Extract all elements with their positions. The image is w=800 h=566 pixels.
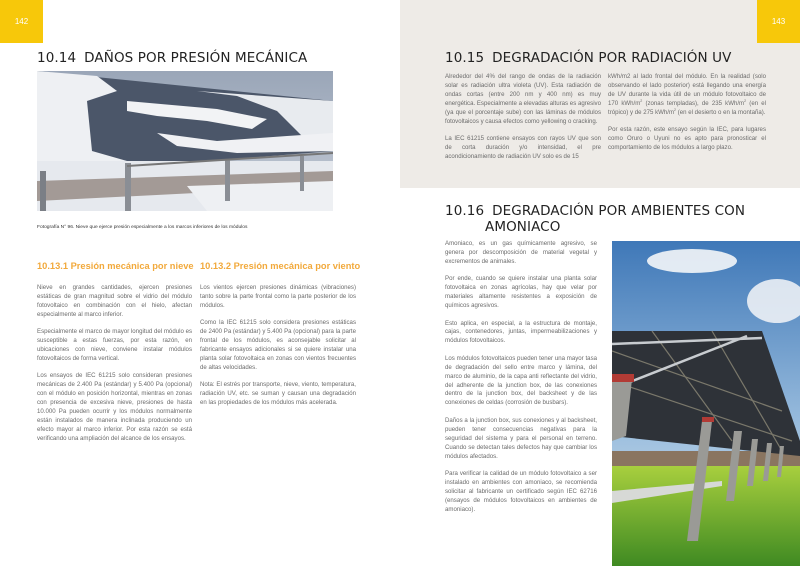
subsection-title-wind: 10.13.2 Presión mecánica por viento [200,261,361,271]
page-number-right: 143 [757,0,800,43]
paragraph: Para verificar la calidad de un módulo fotovoltaico a ser instalado en ambientes con amoniaco, se recomienda solicitar al fabricante un certificado según IEC 62716 (ensayos de módulos fotovoltaicos en ambientes de amoniaco). [445,470,597,513]
section-number: 10.16 [445,203,485,219]
paragraph: Esto aplica, en especial, a la estructura de montaje, cajas, contenedores, juntas, impermeabilizaciones y módulos fotovoltaicos. [445,319,597,345]
paragraph: Daños a la junction box, sus conexiones y al backsheet, pueden tener consecuencias negativas para la seguridad del sistema y para el personal en terreno. Cuando se detectan tales defectos hay que cambiar los módulos afectados. [445,416,597,460]
section-title-line1: DEGRADACIÓN POR AMBIENTES CON [492,203,746,219]
section-title-text: DEGRADACIÓN POR RADIACIÓN UV [492,50,732,66]
section-number: 10.14 [37,50,77,66]
wind-column [200,284,356,408]
ammonia-column [445,240,597,515]
paragraph: Como la IEC 61215 solo considera presiones estáticas de 2400 Pa (estándar) y 5.400 Pa (opcional) para la parte frontal de los módulos, es aconsejable solicitar al fabricante ensayos adicionales si se quiere instalar una planta solar fotovoltaica en zonas con vientos frecuentes de altas velocidades. [200,319,356,371]
section-title-text: DAÑOS POR PRESIÓN MECÁNICA [84,50,308,66]
paragraph: Alrededor del 4% del rango de ondas de la radiación solar es radiación ultra violeta (UV). Esta radiación de ondas cortas (entre 200 nm y 400 nm) es muy energética. Especialmente a elevadas alturas es agresivo (ya que el porcentaje sube) con las láminas de módulos fotovoltaicos y causa efectos como yellowing o cracking. [445,73,601,125]
paragraph: Por esta razón, este ensayo según la IEC, para lugares como Oruro o Uyuni no es apto para pronosticar el comportamiento de los módulos a largo plazo. [608,126,766,151]
section-title-10-16 [445,203,745,235]
photo-caption: Fotografía N° 96. Nieve que ejerce presión especialmente a los marcos inferiores de los módulos [37,225,248,230]
paragraph: Amoniaco, es un gas químicamente agresivo, se genera por descomposición de material vegetal y excrementos de animales. [445,240,597,265]
paragraph: Los módulos fotovoltaicos pueden tener una mayor tasa de degradación del sello entre marco y lámina, del marco de aluminio, de la capa anti reflectante del vidrio, del adherente de la junction box, de las conexiones dentro de la junction box, del backsheet y de las conexiones de celdas (corrosión de busbars). [445,354,597,407]
paragraph: Los ensayos de IEC 61215 solo consideran presiones mecánicas de 2.400 Pa (estándar) y 5.400 Pa (opcional) con el módulo en posición horizontal, mientras en zonas con presencia de excesiva nieve, presiones de hasta 10.000 Pa pueden ocurrir y los módulos normalmente están instalados de manera inclinada produciendo un efecto mayor al marco inferior. Por esta razón se está verificando una ampliación del alcance de los ensayos. [37,372,192,442]
photo-elevated-solar-array [612,241,800,566]
paragraph: Especialmente el marco de mayor longitud del módulo es susceptible a estas fuerzas, por esta razón, en ubicaciones con nieve, conviene instalar módulos fotovoltaicos de forma vertical. [37,328,192,362]
uv-column-1 [445,73,601,162]
paragraph: Nota: El estrés por transporte, nieve, viento, temperatura, radiación UV, etc. se suman y causan una degradación en las propiedades de los módulos más acelerada. [200,381,356,407]
section-number: 10.15 [445,50,485,66]
paragraph: Los vientos ejercen presiones dinámicas (vibraciones) tanto sobre la parte frontal como la parte posterior de los módulos. [200,284,356,309]
section-title-10-15 [445,50,731,66]
subsection-title-snow: 10.13.1 Presión mecánica por nieve [37,261,194,271]
uv-column-2 [608,73,766,153]
paragraph: Nieve en grandes cantidades, ejercen presiones estáticas de gran magnitud sobre el vidrio del módulo fotovoltaico en combinación con el hielo, afectan especialmente al marco inferior. [37,284,192,318]
paragraph: Por ende, cuando se quiere instalar una planta solar fotovoltaica en zonas agrícolas, hay que velar por materiales altamente resistentes a exposición de químicos agresivos. [445,275,597,310]
section-title-10-14 [37,50,307,66]
right-page [400,0,800,566]
snow-column [37,284,192,444]
paragraph: La IEC 61215 contiene ensayos con rayos UV que son de corta duración y/o intensidad, el pre acondicionamiento de radiación UV solo es de 15 [445,135,601,160]
paragraph-uv-energy: kWh/m2 al lado frontal del módulo. En la realidad (solo observando el lado posterior) está llegando una energía de UV durante la vida útil de un módulo fotovoltaico de 170 kWh/$m^2$ (zonas templadas), de 235 kWh/$m^2$ (en el trópico) y de 275 kWh/$m^2$ (en el desierto o en la montaña). [608,73,767,116]
photo-snow-solar-panels [37,71,333,211]
section-title-line2: AMONIACO [485,219,561,235]
page-number-left: 142 [0,0,43,43]
